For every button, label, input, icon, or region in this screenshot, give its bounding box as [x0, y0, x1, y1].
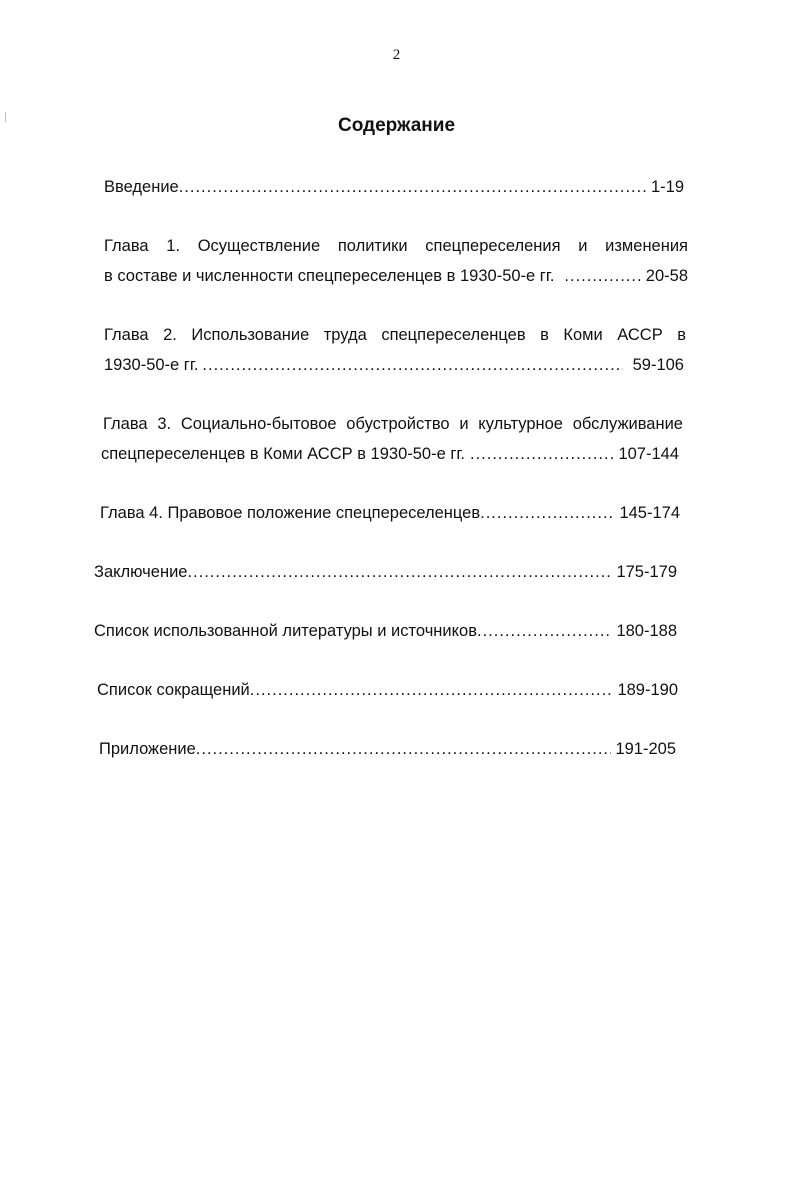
toc-entry-pages: 107-144 — [618, 445, 679, 463]
toc-entry-pages: 20-58 — [645, 267, 688, 285]
toc-entry-pages: 189-190 — [617, 681, 678, 699]
dot-leader — [198, 355, 622, 375]
dot-leader — [465, 444, 614, 464]
toc-entry-label: Заключение — [94, 563, 188, 581]
toc-entry-chapter2-line1: Глава 2. Использование труда спецпереселенцев в Коми АССР в — [104, 326, 686, 344]
toc-entry-pages: 191-205 — [615, 740, 676, 758]
dot-leader — [554, 266, 641, 286]
dot-leader — [480, 503, 615, 523]
toc-entry-chapter3-line1: Глава 3. Социально-бытовое обустройство и культурное обслуживание — [103, 415, 683, 433]
toc-entry-chapter3 — [101, 444, 679, 464]
toc-entry-abbreviations — [97, 680, 678, 700]
toc-entry-chapter2 — [104, 355, 684, 375]
toc-entry-label: Список использованной литературы и источников — [94, 622, 477, 640]
toc-entry-label: Список сокращений — [97, 681, 250, 699]
toc-entry-pages: 180-188 — [616, 622, 677, 640]
toc-entry-pages: 59-106 — [632, 356, 684, 374]
toc-entry-pages: 1-19 — [650, 178, 684, 196]
dot-leader — [196, 739, 612, 759]
page-number: 2 — [392, 47, 401, 63]
toc-entry-chapter4 — [100, 503, 680, 523]
toc-entry-label: Глава 4. Правовое положение спецпереселенцев — [100, 504, 481, 522]
toc-entry-chapter1 — [104, 266, 688, 286]
dot-leader — [477, 621, 612, 641]
toc-entry-label: Введение — [104, 178, 179, 196]
dot-leader — [179, 177, 647, 197]
toc-entry-appendix — [99, 739, 676, 759]
toc-entry-chapter1-line1: Глава 1. Осуществление политики спецпереселения и изменения — [104, 237, 688, 255]
toc-entry-conclusion — [94, 562, 677, 582]
toc-entry-pages: 175-179 — [616, 563, 677, 581]
toc-entry-label: Приложение — [99, 740, 196, 758]
toc-entry-introduction — [104, 177, 684, 197]
page-title: Содержание — [337, 115, 456, 136]
dot-leader — [250, 680, 614, 700]
toc-entry-pages: 145-174 — [619, 504, 680, 522]
toc-entry-label: спецпереселенцев в Коми АССР в 1930-50-е гг. — [101, 445, 465, 463]
toc-entry-label: 1930-50-е гг. — [104, 356, 199, 374]
dot-leader — [187, 562, 612, 582]
toc-entry-label: в составе и численности спецпереселенцев в 1930-50-е гг. — [104, 267, 555, 285]
toc-entry-bibliography — [94, 621, 677, 641]
